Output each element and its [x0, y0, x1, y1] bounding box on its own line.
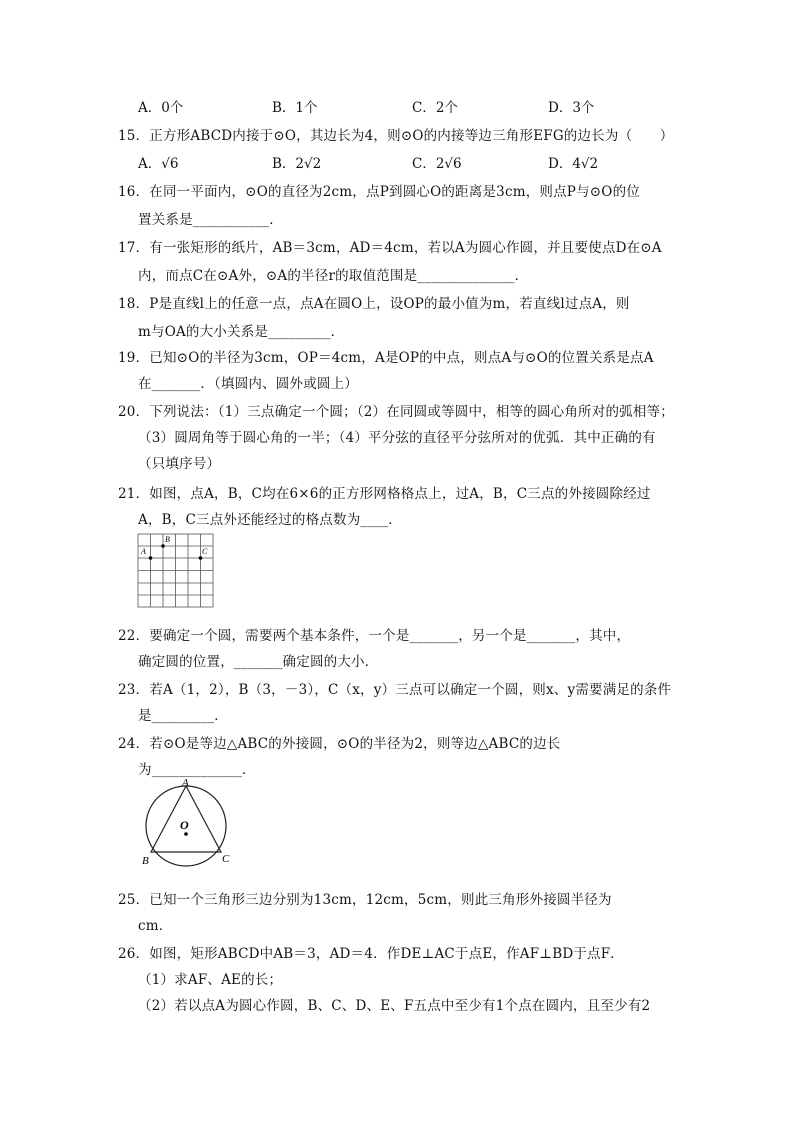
q20-line-2: （3）圆周角等于圆心角的一半；（4）平分弦的直径平分弦所对的优弧．其中正确的有 [138, 430, 656, 446]
label-c: C [222, 853, 230, 865]
q14-option-b: B．1个 [272, 100, 318, 116]
q14-option-d: D．3个 [548, 100, 595, 116]
q16-line-2: 置关系是___________． [138, 212, 283, 228]
q15-option-b: B．2√2 [272, 156, 322, 172]
q22-line-1: 22．要确定一个圆，需要两个基本条件，一个是_______，另一个是_______，其中， [118, 628, 631, 644]
point-a [149, 556, 153, 560]
q15-option-d: D．4√2 [548, 156, 599, 172]
q24-line-1: 24．若⊙O是等边△ABC的外接圆，⊙O的半径为2，则等边△ABC的边长 [118, 736, 561, 752]
q19-line-2: 在_______．（填圆内、圆外或圆上） [138, 376, 358, 392]
q21-line-1: 21．如图，点A，B，C均在6×6的正方形网格格点上，过A，B，C三点的外接圆除经过 [118, 486, 651, 502]
q18-line-1: 18．P是直线l上的任意一点，点A在圆O上，设OP的最小值为m，若直线l过点A，则 [118, 296, 630, 312]
q21-line-2: A，B，C三点外还能经过的格点数为____． [138, 512, 402, 528]
q15-stem: 15．正方形ABCD内接于⊙O，其边长为4，则⊙O的内接等边三角形EFG的边长为（ ） [118, 128, 674, 144]
q23-line-1: 23．若A（1，2），B（3，－3），C（x，y）三点可以确定一个圆，则x、y需要满足的条件 [118, 682, 672, 698]
q17-line-2: 内，而点C在⊙A外，⊙A的半径r的取值范围是______________． [138, 268, 529, 284]
point-c [199, 556, 203, 560]
q26-line-2: （1）求AF、AE的长； [138, 972, 283, 988]
grid-lines [138, 534, 213, 607]
label-b: B [165, 535, 170, 544]
q15-option-a: A．√6 [138, 156, 179, 172]
q20-line-3: （只填序号） [138, 456, 221, 472]
q15-option-c: C．2√6 [412, 156, 462, 172]
point-b [161, 544, 165, 548]
q26-line-3: （2）若以点A为圆心作圆，B、C、D、E、F五点中至少有1个点在圆内，且至少有2 [138, 998, 651, 1014]
q25-line-2: cm． [138, 918, 173, 934]
label-o: O [180, 818, 189, 832]
q18-line-2: m与OA的大小关系是_________． [138, 324, 345, 340]
q25-line-1: 25．已知一个三角形三边分别为13cm，12cm，5cm，则此三角形外接圆半径为 [118, 892, 612, 908]
q17-line-1: 17．有一张矩形的纸片，AB＝3cm，AD＝4cm，若以A为圆心作圆，并且要使点D在⊙A [118, 240, 662, 256]
q20-line-1: 20．下列说法：（1）三点确定一个圆；（2）在同圆或等圆中，相等的圆心角所对的弧相等； [118, 404, 674, 420]
label-c: C [202, 547, 208, 556]
q24-line-2: 为_____________． [138, 762, 256, 778]
q21-grid-figure [136, 532, 216, 610]
label-b: B [142, 855, 149, 867]
q19-line-1: 19．已知⊙O的半径为3cm，OP＝4cm，A是OP的中点，则点A与⊙O的位置关系是点A [118, 350, 654, 366]
label-a: A [182, 778, 189, 789]
q26-line-1: 26．如图，矩形ABCD中AB＝3，AD＝4．作DE⊥AC于点E，作AF⊥BD于点F． [118, 946, 625, 962]
q14-option-a: A．0个 [138, 100, 184, 116]
q23-line-2: 是_________． [138, 708, 228, 724]
q22-line-2: 确定圆的位置，_______确定圆的大小． [138, 654, 379, 670]
q16-line-1: 16．在同一平面内，⊙O的直径为2cm，点P到圆心O的距离是3cm，则点P与⊙O的位 [118, 184, 640, 200]
center-point [184, 832, 188, 836]
q14-option-c: C．2个 [412, 100, 458, 116]
label-a: A [141, 547, 146, 556]
q24-circumcircle-figure [136, 778, 246, 870]
